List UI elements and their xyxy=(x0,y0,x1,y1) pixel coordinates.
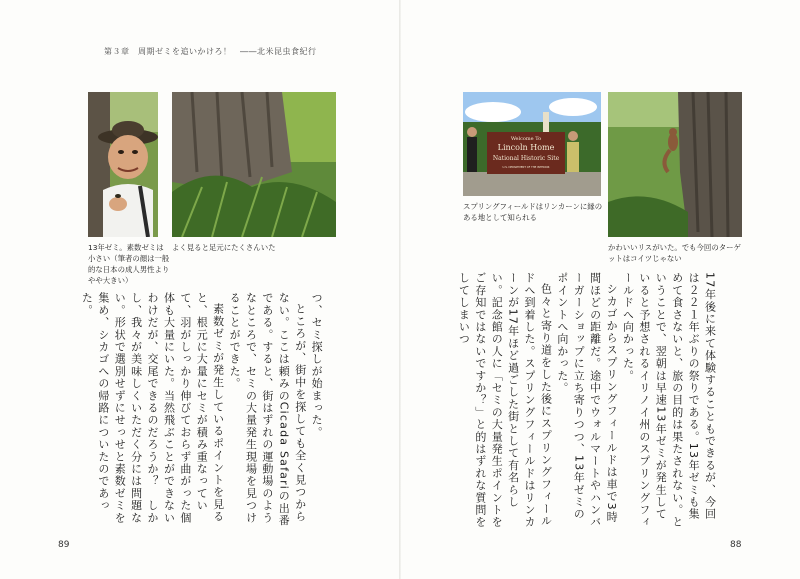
photo-tree-base-cicadas xyxy=(172,92,336,237)
caption-photo3: スプリングフィールドはリンカーンに縁のある地として知られる xyxy=(463,202,603,222)
right-paragraph-1: 17年後に来て体験することもできるが、今回は２２１年ぶりの祭りである。13年ゼミも集めて食さないと、旅の目的は果たされない。ということで、翌朝は早速13年ゼミが発生していると予想されるイリノイ州のスプリングフィールドへ向かった。 xyxy=(621,272,717,529)
left-paragraph-2: ところが、街中を探しても全く見つからない。ここは頼みのCicada Safariの出番である。すると、街はずれの運動場のようなところで、セミの大量発生現場を見つけることができた。 xyxy=(228,292,307,527)
photo-squirrel-on-tree xyxy=(608,92,742,237)
sign-line-3: National Historic Site xyxy=(492,155,560,162)
page-number-right: 88 xyxy=(730,540,742,550)
page-gutter xyxy=(399,0,401,579)
running-head: 第３章 周期ゼミを追いかけろ！ ――北米昆虫食紀行 xyxy=(104,47,317,56)
left-paragraph-3: 素数ゼミが発生しているポイントを見ると、根元に大量にセミが積み重なっていて、羽がしっかり伸びておらず曲がった個体も大量にいた。当然飛ぶことができないわけだが、交尾できるのだろうか？ しかし、我々が美味しくいただく分には問題ない。形状で選別せずにせっせと素数ゼミを集め、シカゴへの帰路についたのであった。 xyxy=(80,292,225,524)
caption-photo4: かわいいリスがいた。でも今回のターゲットはコイツじゃない xyxy=(608,243,741,263)
right-paragraph-2: シカゴからスプリングフィールドは車で3時間ほどの距離だ。途中でウォルマートやハンバーガーショップに立ち寄りつつ、13年ゼミのポイントへ向かった。 xyxy=(555,272,619,529)
sign-line-1: Welcome To xyxy=(510,136,542,142)
right-paragraph-3: 色々と寄り道をした後にスプリングフィールドへ到着した。スプリングフィールドはリンカーンが17年ほど過ごした街として有名らしい。記念館の人に「セミの大量発生ポイントをご存知ではないですか？」と的はずれな質問をしてしまいつ xyxy=(457,272,553,529)
right-page-body-text xyxy=(455,272,718,530)
caption-photo2: よく見ると足元にたくさんいた xyxy=(172,243,276,252)
sign-line-4: U.S. DEPARTMENT OF THE INTERIOR xyxy=(502,166,550,169)
left-page-body-text xyxy=(78,292,324,530)
photo-lincoln-home-sign xyxy=(463,92,601,196)
left-paragraph-1: つ、セミ探しが始まった。 xyxy=(310,292,324,439)
page-number-left: 89 xyxy=(58,540,70,550)
sign-line-2: Lincoln Home xyxy=(497,143,555,152)
caption-photo1: 13年ゼミ。素数ゼミは小さい（筆者の顔は一般的な日本の成人男性よりやや大きい） xyxy=(88,243,170,285)
photo-author-with-cicada xyxy=(88,92,158,237)
